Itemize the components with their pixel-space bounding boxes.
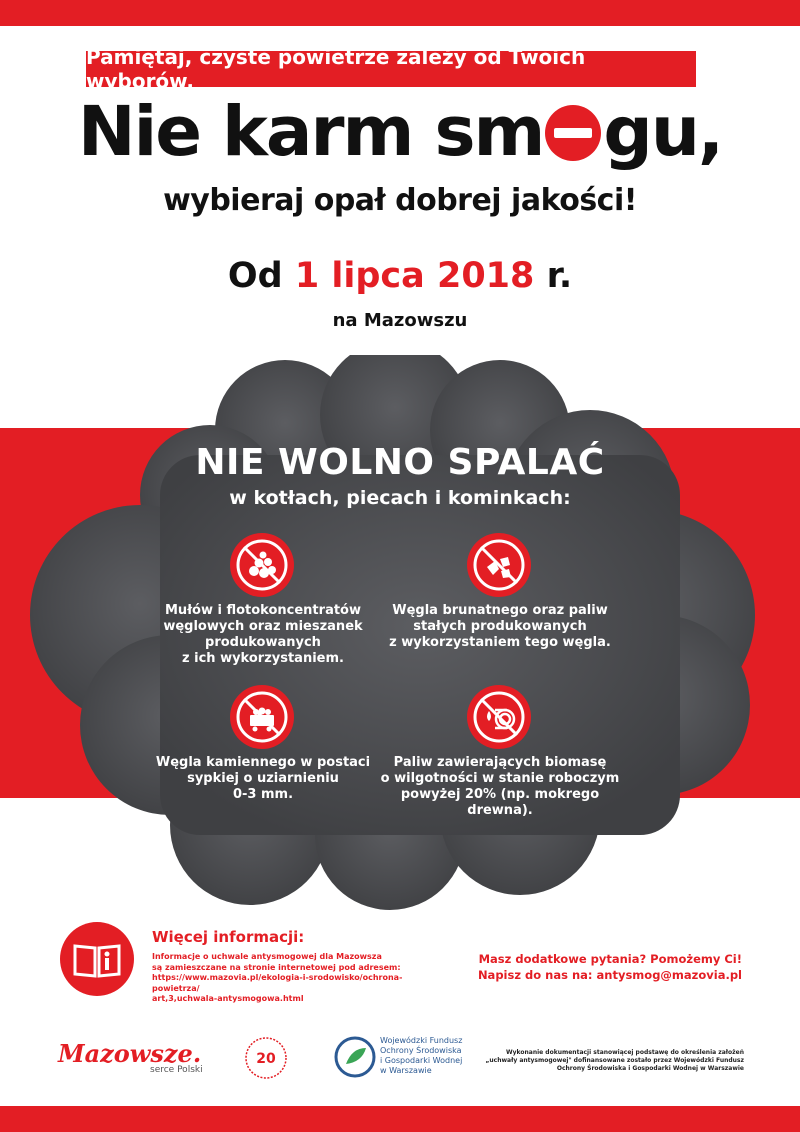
book-info-icon [60, 922, 134, 996]
date-prefix: Od [227, 256, 283, 296]
region-label: na Mazowszu [332, 310, 468, 331]
info-link[interactable]: https://www.mazovia.pl/ekologia-i-srodowisko/ochrona-powietrza/ art,3,uchwala-antysmogowa.html [152, 973, 403, 1003]
effective-date [0, 256, 800, 296]
ban-item-1-icon-wrap [230, 533, 294, 597]
no-entry-sign-icon [545, 105, 601, 161]
credits-text: Wykonanie dokumentacji stanowiącej podstawę do określenia założeń „uchwały antysmogowej" dofinansowane zostało przez Wojewódzki Fundusz Ochrony Środowiska i Gospodarki Wodnej w Warszawie [485, 1049, 744, 1072]
top-red-bar [0, 0, 800, 26]
wfos-logo-text: Wojewódzki Fundusz Ochrony Środowiska i Gospodarki Wodnej w Warszawie [380, 1036, 463, 1075]
headline-part1: Nie karm sm [77, 92, 544, 172]
tagline-text: Pamiętaj, czyste powietrze zależy od Twoich wyborów. [86, 45, 586, 93]
ban-item-4-text: Paliw zawierających biomasę o wilgotności w stanie roboczym powyżej 20% (np. mokrego drewna). [380, 755, 620, 818]
contact-block [460, 951, 742, 983]
anniversary-20-logo [244, 1036, 288, 1080]
coal-pile-icon [230, 533, 294, 597]
date-highlight: 1 lipca 2018 [294, 256, 535, 296]
coal-cart-icon [230, 685, 294, 749]
ban-subtitle: w kotłach, piecach i kominkach: [229, 487, 571, 509]
ban-item-3-text: Węgla kamiennego w postaci sypkiej o uziarnieniu 0-3 mm. [155, 755, 371, 802]
lignite-icon [467, 533, 531, 597]
info-text: Informacje o uchwale antysmogowej dla Mazowsza są zamieszczane na stronie internetowej pod adresem: https://www.mazovia.pl/ekologia-i-srodowisko/ochrona-powietrza/ art,3,uchwala-antysmogowa.html [152, 952, 442, 1005]
mazowsze-logo: Mazowsze. [58, 1039, 202, 1068]
info-title: Więcej informacji: [152, 928, 305, 946]
ban-item-2-text: Węgla brunatnego oraz paliw stałych produkowanych z wykorzystaniem tego węgla. [389, 603, 611, 650]
ban-item-1-text: Mułów i flotokoncentratów węglowych oraz mieszanek produkowanych z ich wykorzystaniem. [163, 603, 363, 666]
ban-item-3-icon-wrap [230, 685, 294, 749]
contact-question: Masz dodatkowe pytania? Pomożemy Ci! [478, 952, 742, 966]
ban-item-4-icon-wrap [467, 685, 531, 749]
date-suffix: r. [546, 256, 573, 296]
svg-text:20: 20 [256, 1051, 276, 1067]
subheadline: wybieraj opał dobrej jakości! [163, 183, 637, 218]
ban-title: NIE WOLNO SPALAĆ [195, 442, 605, 483]
contact-email[interactable]: Napisz do nas na: antysmog@mazovia.pl [477, 968, 742, 982]
bottom-red-bar [0, 1106, 800, 1132]
ban-item-2-icon-wrap [467, 533, 531, 597]
wfos-logo-icon [332, 1034, 378, 1080]
mazowsze-logo-sub: serce Polski [150, 1065, 203, 1075]
tagline-banner [86, 45, 696, 93]
headline-part2: gu, [603, 92, 723, 172]
wet-wood-icon [467, 685, 531, 749]
headline [0, 92, 800, 172]
